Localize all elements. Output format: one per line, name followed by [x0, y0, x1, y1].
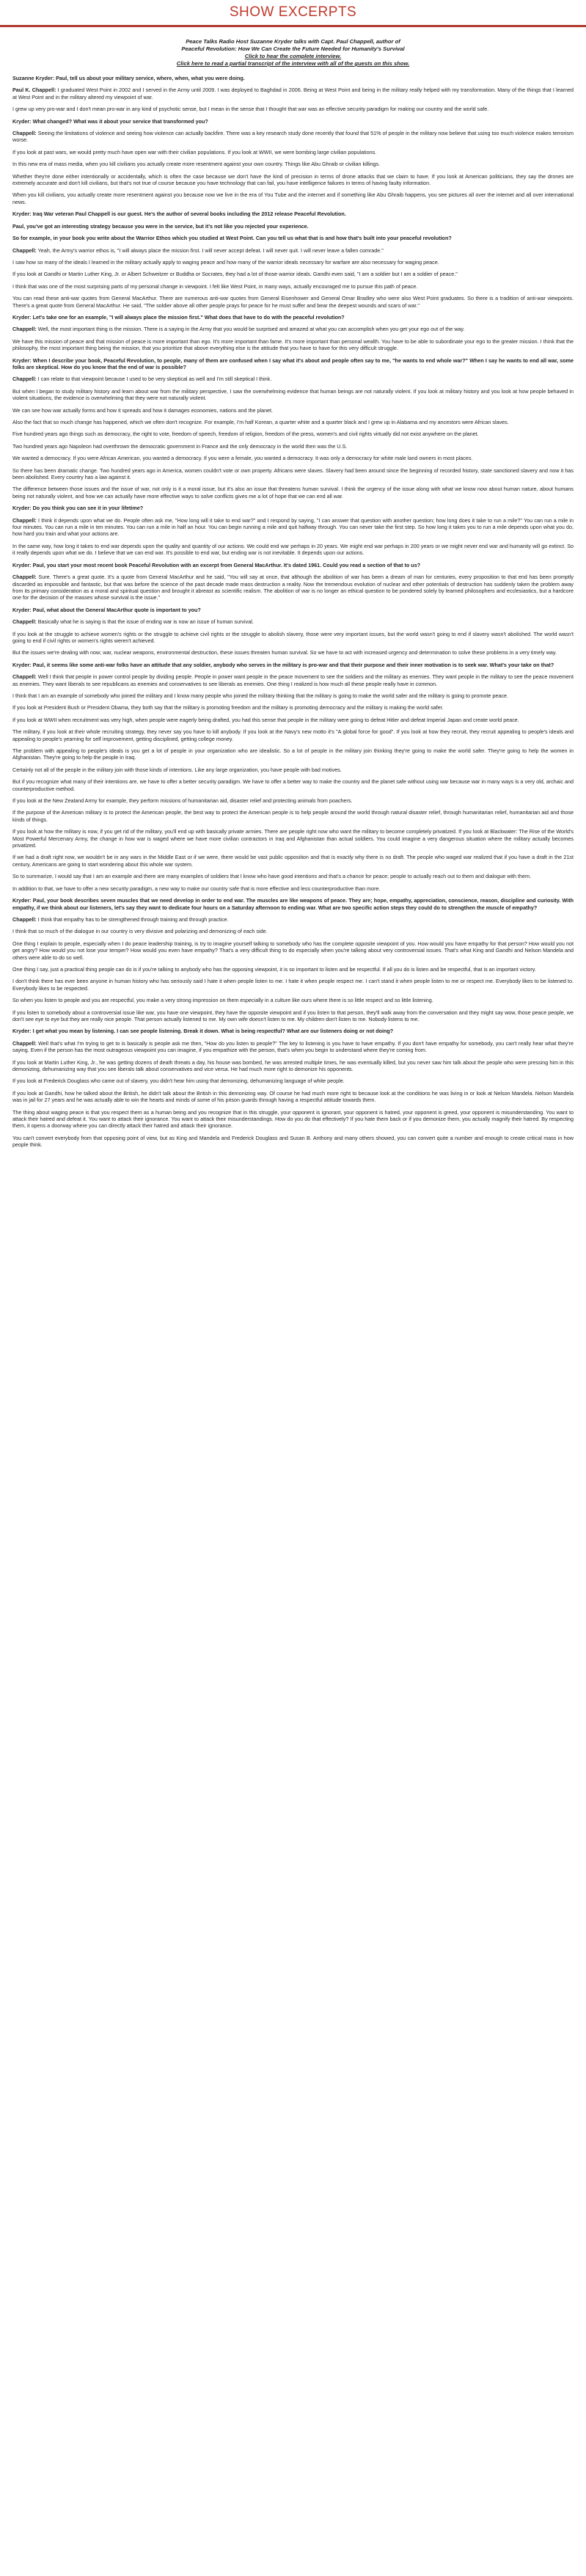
read-transcript-link[interactable]: Click here to read a partial transcript of the interview with all of the guests on this show. [176, 60, 410, 67]
paragraph-text: Paul, what about the General MacArthur quote is important to you? [32, 606, 201, 613]
answer-paragraph [12, 940, 574, 961]
paragraph-text: Iraq War veteran Paul Chappell is our guest. He's the author of several books including the 2012 release Peaceful Revolution. [32, 211, 346, 218]
answer-paragraph [12, 766, 574, 773]
speaker-label: Chappell: [12, 1039, 37, 1047]
interviewer-paragraph [12, 505, 574, 511]
answer-paragraph [12, 130, 574, 144]
paragraph-text: In addition to that, we have to offer a new security paradigm, a new way to make our country safe that is more effective and less counterproductive than more. [12, 885, 381, 892]
paragraph-text: Paul, tell us about your military service, where, when, what you were doing. [56, 75, 245, 81]
paragraph-text: If you look at Frederick Douglass who came out of slavery, you didn't hear him using that demonizing, dehumanizing language of white people. [12, 1077, 345, 1085]
answer-paragraph [12, 271, 574, 277]
page-title: SHOW EXCERPTS [229, 4, 357, 20]
speaker-label: Chappell: [12, 618, 37, 626]
answer-paragraph [12, 728, 574, 742]
paragraph-text: I graduated West Point in 2002 and I served in the Army until 2009. I was deployed to Baghdad in 2006. Being at West Point and being in the military really helped with my transformation. Many of the things that I learned at West Point and in the military altered my viewpoint of war. [12, 87, 574, 100]
answer-paragraph [12, 692, 574, 699]
paragraph-text: Five hundred years ago things such as democracy, the right to vote, freedom of speech, freedom of religion, freedom of the press, women's and civil rights virtually did not exist anywhere on the planet. [12, 431, 479, 438]
paragraph-text: I think that so much of the dialogue in our country is very divisive and polarizing and demonizing of each side. [12, 928, 268, 935]
answer-paragraph [12, 618, 574, 625]
answer-paragraph [12, 873, 574, 879]
speaker-label: Chappell: [12, 246, 37, 254]
answer-paragraph [12, 1090, 574, 1104]
speaker-label: Chappell: [12, 326, 37, 333]
paragraph-text: We can see how war actually forms and how it spreads and how it damages economies, nations and the planet. [12, 406, 274, 414]
paragraph-text: If you look at the New Zealand Army for example, they perform missions of humanitarian aid, disaster relief and protecting animals from poachers. [12, 797, 353, 805]
answer-paragraph [12, 966, 574, 973]
answer-paragraph [12, 376, 574, 382]
paragraph-text: In the same way, how long it takes to end war depends upon the quality and quantity of our actions. We could end war perhaps in 20 years. We might end war perhaps in 200 years or we might never end war and humanity will go extinct. So it really depends upon what we do. I believe that we can end war. It's possible to end war, but ending war is not inevitable. It depends upon our actions. [12, 542, 574, 557]
paragraph-text: Paul, it seems like some anti-war folks have an attitude that any soldier, anybody who serves in the military is pro-war and that their purpose and their inner motivation is to seek war. What's your take on that? [32, 661, 554, 668]
paragraph-text: I can relate to that viewpoint because I used to be very skeptical as well and I'm still skeptical I think. [37, 376, 272, 383]
transcript [12, 75, 574, 1149]
paragraph-text: Certainly not all of the people in the military join with those kinds of intentions. Like any large organization, you have people with bad motives. [12, 766, 342, 773]
paragraph-text: So there has been dramatic change. Two hundred years ago in America, women couldn't vote or own property. Africans were slaves. Slavery had been around since the beginning of recorded history, state sanctioned slavery and now it has been abolished. Every country has a law against it. [12, 466, 574, 481]
answer-paragraph [12, 978, 574, 992]
answer-paragraph [12, 747, 574, 761]
speaker-label: Chappell: [12, 915, 37, 923]
paragraph-text: If you look at how the military is now, if you get rid of the military, you'll end up with basically private armies. There are people right now who want the military to become completely privatized. If you look at Blackwater: The Rise of the World's Most Powerful Mercenary Army, the change in how war is waged where we have more civilian contractors in Iraq and Afghanistan than actual soldiers. You could imagine a very dangerous situation where the military actually becomes privatized. [12, 828, 574, 849]
answer-paragraph [12, 247, 574, 254]
paragraph-text: I don't think there has ever been anyone in human history who has seriously said I hate it when people listen to me. I hate it when people respect me. I can't stand it when people listen to me or respect me. Everybody likes to be listened to. Everybody likes to be respected. [12, 978, 574, 992]
paragraph-text: The problem with appealing to people's ideals is you get a lot of people in your organization who are idealistic. So a lot of people in the military join thinking they're going to make the world safer. They're going to help the women in Afghanistan. They're going to help the people in Iraq. [12, 747, 574, 761]
paragraph-text: I think that I am an example of somebody who joined the military and I know many people who joined the military thinking that the military is going to make the world safer and the military is going to promote peace. [12, 692, 508, 699]
paragraph-text: I grew up very pro-war and I don't mean pro-war in any kind of psychotic sense, but I mean in the sense that I thought that war was an effective security paradigm for making our country and the world safe. [12, 106, 489, 113]
intro-block [12, 38, 574, 67]
answer-paragraph [12, 486, 574, 500]
answer-paragraph [12, 161, 574, 167]
answer-paragraph [12, 854, 574, 868]
paragraph-text: Also the fact that so much change has happened, which we often don't recognize. For example, I'm half Korean, a quarter white and a quarter black and I grew up in Alabama and my ancestors were African slaves. [12, 419, 509, 425]
paragraph-text: If you look at the struggle to achieve women's rights or the struggle to achieve civil rights or the struggle to abolish slavery, those were very important issues, but the world wasn't going to end if slavery wasn't abolished. The world wasn't going to end if civil rights or women's rights weren't achieved. [12, 630, 574, 644]
answer-paragraph [12, 704, 574, 711]
paragraph-text: The difference between those issues and the issue of war, not only is it a moral issue, but it's also an issue that threatens human survival. I think the urgency of the issue along with what we know now about human nature, about humans being not naturally violent, and how we can actually have more effective ways to solve conflicts gives me a lot of hope that we can end all war. [12, 486, 574, 500]
paragraph-text: We have this mission of peace and that mission of peace is more important than ego. It's more important than fame. It's more important than personal wealth. You have to be able to subordinate your ego to the greater mission. I think that the philosophy, the most important thing being the mission, that you prioritize that above everything else is the attitude that you have to have for this very difficult struggle. [12, 337, 574, 352]
page-header [0, 0, 586, 27]
answer-paragraph [12, 916, 574, 923]
interviewer-paragraph [12, 562, 574, 568]
interviewer-paragraph [12, 607, 574, 613]
answer-paragraph [12, 809, 574, 823]
paragraph-text: Well, the most important thing is the mission. There is a saying in the Army that you would be surprised and amazed at what you can accomplish when you get your ego out of the way. [37, 326, 465, 333]
paragraph-text: I saw how so many of the ideals I learned in the military actually apply to waging peace and how many of the warrior ideals necessary for warfare are also necessary for waging peace. [12, 258, 439, 266]
paragraph-text: Two hundred years ago Napoleon had overthrown the democratic government in France and the only democracy in the world then was the U.S. [12, 442, 348, 450]
paragraph-text: If you look at Gandhi, how he talked about the British, he didn't talk about the British in this demonizing way. Of course he had much more right to because look at the conditions he was living in or look at Nelson Mandela. Nelson Mandela was in jail for 27 years and he was actually able to win the hearts and minds of some of his prison guards through having a respectful attitude towards them. [12, 1089, 574, 1104]
answer-paragraph [12, 543, 574, 557]
speaker-label: Kryder: [12, 211, 32, 218]
answer-paragraph [12, 431, 574, 437]
interviewer-paragraph [12, 223, 574, 230]
paragraph-text: But the issues we're dealing with now; war, nuclear weapons, environmental destruction, these issues threaten human survival. So we have to act with increased urgency and determination to solve these problems in a very timely way. [12, 649, 557, 656]
paragraph-text: The thing about waging peace is that you respect them as a human being and you recognize that in this struggle, your opponent is ignorant, your opponent is hatred, your opponent is greed, your opponent is misunderstanding. You want to attack their hatred and defeat it. You want to attack their ignorance. You want to attack their misunderstandings. How do you do that effectively? If you hate them back or if you demonize them, you actually magnify their hatred. By respecting them, it opens a doorway where you can directly attack their hatred and attack their ignorance. [12, 1108, 574, 1130]
answer-paragraph [12, 778, 574, 792]
answer-paragraph [12, 407, 574, 414]
interviewer-paragraph [12, 897, 574, 911]
speaker-label: Kryder: [12, 117, 32, 125]
paragraph-text: What changed? What was it about your service that transformed you? [32, 117, 208, 125]
paragraph-text: You can read these anti-war quotes from General MacArthur. There are numerous anti-war quotes from General Eisenhower and General Omar Bradley who were also West Point graduates. So there is a tradition of anti-war viewpoints. There's a great quote from General MacArthur. He said, "The soldier above all other people prays for peace for he must suffer and bear the deepest wounds and scars of war." [12, 295, 574, 309]
answer-paragraph [12, 295, 574, 309]
paragraph-text: I get what you mean by listening. I can see people listening. Break it down. What is being respectful? What are our listeners doing or not doing? [32, 1028, 394, 1035]
paragraph-text: I think it depends upon what we do. People often ask me, "How long will it take to end war?" and I respond by saying, "I can answer that question with another question; how long does it take to run a mile?" You can run a mile in four minutes. You can run a mile in ten minutes. You can run a mile in half an hour. You can begin running a mile and quit halfway through. You can never take the first step. So how long it takes you to run a mile depends upon what you do, how hard you train and what your actions are. [12, 516, 574, 538]
paragraph-text: One thing I say, just a practical thing people can do is if you're talking to anybody who has the opposing viewpoint, it is so important to listen and be respectful. If all you do is listen and be respectful, that is an important victory. [12, 965, 536, 973]
answer-paragraph [12, 1077, 574, 1084]
answer-paragraph [12, 1009, 574, 1023]
paragraph-text: One thing I explain to people, especially when I do peace leadership training, is try to imagine yourself talking to somebody who has the complete opposite viewpoint of you. How would you have empathy for that person? How would you not get angry? How would you not lose your temper? How would you even have empathy? That's a very difficult thing to do especially when you're talking about very controversial issues. That's what King and Gandhi and Nelson Mandela and others were able to do so well. [12, 940, 574, 961]
answer-paragraph [12, 106, 574, 112]
speaker-label: Chappell: [12, 673, 37, 681]
answer-paragraph [12, 1040, 574, 1054]
paragraph-text: So for example, in your book you write about the Warrior Ethos which you studied at West Point. Can you tell us what that is and how that's built into your peaceful revolution? [12, 235, 452, 242]
answer-paragraph [12, 1109, 574, 1130]
speaker-label: Kryder: [12, 505, 32, 512]
interviewer-paragraph [12, 662, 574, 668]
paragraph-text: But when I began to study military history and learn about war from the military perspective, I saw the overwhelming evidence that human beings are not naturally violent. If you look at military history and you look at how people behaved in violent situations, the evidence is overwhelming that they were not naturally violent. [12, 387, 574, 402]
answer-paragraph [12, 997, 574, 1003]
answer-paragraph [12, 191, 574, 205]
paragraph-text: Well I think that people in power control people by dividing people. People in power want people in the peace movement to see the soldiers and the military as enemies. They want people in the military to see the peace movement as enemies. They want liberals to see republicans as enemies and conservatives to see liberals as enemies. One thing I realized is how much all these people really have in common. [12, 673, 574, 687]
answer-paragraph [12, 467, 574, 481]
paragraph-text: Let's take one for an example, "I will always place the mission first." What does that have to do with the peaceful revolution? [32, 313, 345, 321]
interviewer-paragraph [12, 211, 574, 217]
paragraph-text: If you look at WWII when recruitment was very high, when people were eagerly being drafted, you had this sense that people in the military were going to defeat Hitler and defeat Imperial Japan and create world peace. [12, 716, 519, 723]
speaker-label: Suzanne Kryder: [12, 75, 55, 81]
interviewer-paragraph [12, 314, 574, 321]
paragraph-text: So when you listen to people and you are respectful, you make a very strong impression on them especially in a culture like ours where there is so little respect and so little listening. [12, 997, 433, 1004]
paragraph-text: We wanted a democracy. If you were African American, you wanted a democracy. If you were a female, you wanted a democracy. It was only a democracy for white male land owners in most places. [12, 455, 473, 462]
answer-paragraph [12, 443, 574, 450]
paragraph-text: If you look at President Bush or President Obama, they both say that the military is promoting freedom and the military is promoting democracy and the military is making the world safer. [12, 704, 444, 711]
answer-paragraph [12, 673, 574, 687]
answer-paragraph [12, 173, 574, 187]
answer-paragraph [12, 338, 574, 352]
paragraph-text: I think that was one of the most surprising parts of my personal change in viewpoint. I felt like West Point, in many ways, actually encouraged me to pursue this path of peace. [12, 282, 418, 290]
answer-paragraph [12, 828, 574, 849]
paragraph-text: If you look at Martin Luther King, Jr., he was getting dozens of death threats a day, his house was bombed, he was arrested multiple times, he was eventually killed, but you never saw him talk about the people who were pressing him in this demonizing, dehumanizing way that you see liberals talk about conservatives and vice versa. He had much more right to demonize his opponents. [12, 1058, 574, 1072]
paragraph-text: Sure. There's a great quote. It's a quote from General MacArthur and he said, "You will say at once, that although the abolition of war has been a dream of man for centuries, every proposition to that end has been promptly discarded as impossible and fantastic, but that was before the science of the past decade made mass destruction a reality. Now the tremendous evolution of nuclear and other potentials of destruction has suddenly taken the problem away from its primary consideration as a moral and spiritual question and brought it abreast as scientific realism. The abolition of war is no longer an ethical question to be pondered solely by learned philosophers and ecclesiastics, but a hardcore one for the decision of the masses whose survival is the issue." [12, 574, 574, 601]
paragraph-text: Basically what he is saying is that the issue of ending war is now an issue of human survival. [37, 618, 254, 626]
answer-paragraph [12, 631, 574, 645]
speaker-label: Chappell: [12, 574, 37, 581]
answer-paragraph [12, 885, 574, 892]
paragraph-text: If you listen to somebody about a controversial issue like war, you have one viewpoint, they have the opposite viewpoint and if you listen to that person, they'll walk away from the conversation and they might say wow, those peace people, we don't see eye to eye but they are really nice people. That person actually listened to me. My own wife doesn't listen to me. My children don't listen to me. Nobody listens to me. [12, 1009, 574, 1022]
paragraph-text: Do you think you can see it in your lifetime? [32, 505, 144, 512]
paragraph-text: When I describe your book, Peaceful Revolution, to people, many of them are confused when I say what it's about and people often say to me, "he wants to end whole war?" When I say he wants to end all war, some folks are skeptical. How do you know that the end of war is possible? [12, 356, 574, 370]
paragraph-text: Seeing the limitations of violence and seeing how violence can actually backfire. There was a key research study done recently that found that 51% of people in the military now believe that using too much violence makes terrorism worse. [12, 130, 574, 144]
paragraph-text: If the purpose of the American military is to protect the American people, the best way to protect the American people is to help people around the world through natural disaster relief, through humanitarian relief, humanitarian aid and those kinds of things. [12, 809, 574, 823]
paragraph-text: Whether they're done either intentionally or accidentally, which is often the case because we don't have the kind of precision in terms of drone attacks that we claim to have. If you look at American politicians, they say the drones are extremely accurate and don't kill civilians, but that's not true of course because you have technology that can fail, you have intelligence failures in terms of having faulty information. [12, 172, 574, 187]
answer-paragraph [12, 455, 574, 461]
paragraph-text: I think that empathy has to be strengthened through training and through practice. [37, 915, 229, 923]
answer-paragraph [12, 717, 574, 723]
interviewer-paragraph [12, 235, 574, 241]
article-body [12, 38, 574, 1154]
answer-paragraph [12, 419, 574, 425]
answer-paragraph [12, 1135, 574, 1149]
paragraph-text: If we had a draft right now, we wouldn't be in any wars in the Middle East or if we were, there would be vast public opposition and that is exactly why there is no draft. The people who waged war realized that if you have a draft in the 21st century, Americans are going to start wondering about this whole war system. [12, 854, 574, 868]
interviewer-paragraph [12, 75, 574, 81]
answer-paragraph [12, 797, 574, 804]
speaker-label: Chappell: [12, 376, 37, 383]
answer-paragraph [12, 1059, 574, 1073]
answer-paragraph [12, 87, 574, 100]
intro-line-2: Peaceful Revolution: How We Can Create the Future Needed for Humanity's Survival [181, 45, 405, 52]
speaker-label: Paul K. Chappell: [12, 87, 56, 94]
paragraph-text: You can't convert everybody from that opposing point of view, but as King and Mandela and Frederick Douglass and Susan B. Anthony and many others showed, you can convert quite a number and enough to create critical mass in how people think. [12, 1134, 574, 1149]
answer-paragraph [12, 388, 574, 402]
interviewer-paragraph [12, 1028, 574, 1034]
paragraph-text: But if you recognize what many of their intentions are, we have to offer a better security paradigm. We have to offer a better way to make the country and the planet safe without using war because war in many ways is a very old, archaic and counterproductive method. [12, 778, 574, 792]
paragraph-text: Paul, you've got an interesting strategy because you were in the service, but it's not like you rejected your experience. [12, 222, 309, 230]
answer-paragraph [12, 259, 574, 266]
paragraph-text: Well that's what I'm trying to get to is basically is people ask me then, "How do you listen to people?" The key to listening is you have to have empathy. If you don't have empathy for somebody, you can't really hear what they're saying. Even if the person has the most outrageous viewpoint you can imagine, if you empathize with the person, that's when you begin to understand where they're coming from. [12, 1039, 574, 1054]
answer-paragraph [12, 574, 574, 601]
speaker-label: Kryder: [12, 606, 32, 613]
interviewer-paragraph [12, 118, 574, 125]
speaker-label: Kryder: [12, 561, 32, 568]
speaker-label: Kryder: [12, 313, 32, 321]
answer-paragraph [12, 283, 574, 290]
intro-line-1: Peace Talks Radio Host Suzanne Kryder talks with Capt. Paul Chappell, author of [186, 38, 400, 45]
answer-paragraph [12, 928, 574, 934]
paragraph-text: When you kill civilians, you actually create more resentment against you because now we live in the era of You Tube and the internet and if something like Abu Ghraib happens, you see pictures all over the internet and all over international news. [12, 191, 574, 205]
paragraph-text: Paul, your book describes seven muscles that we need develop in order to end war. The muscles are like weapons of peace. They are; hope, empathy, appreciation, conscience, reason, discipline and curiosity. With empathy, if we think about our listeners, let's say they want to dedicate four hours on a Saturday afternoon to ending war. What are two specific action steps they could do to strengthen the muscle of empathy? [12, 897, 574, 911]
paragraph-text: Yeah, the Army's warrior ethos is, "I will always place the mission first. I will never accept defeat. I will never quit. I will never leave a fallen comrade." [37, 246, 384, 254]
answer-paragraph [12, 517, 574, 538]
answer-paragraph [12, 149, 574, 155]
speaker-label: Chappell: [12, 130, 37, 137]
speaker-label: Kryder: [12, 661, 32, 668]
answer-paragraph [12, 649, 574, 656]
paragraph-text: The military, if you look at their whole recruiting strategy, they never say you have to kill anybody. If you look at the Navy's new motto it's "A global force for good". If you look at how they recruit, they recruit appealing to people's ideals and appealing to people's yearning for self improvement, getting disciplined, getting college money. [12, 728, 574, 742]
speaker-label: Kryder: [12, 1028, 32, 1035]
answer-paragraph [12, 326, 574, 332]
speaker-label: Kryder: [12, 897, 32, 904]
speaker-label: Chappell: [12, 516, 37, 524]
interviewer-paragraph [12, 357, 574, 371]
paragraph-text: If you look at Gandhi or Martin Luther King, Jr. or Albert Schweitzer or Buddha or Socrates, they had a lot of those warrior ideals. Gandhi even said, "I am a soldier but I am a soldier of peace." [12, 271, 458, 278]
paragraph-text: So to summarize, I would say that I am an example and there are many examples of soldiers that I know who have good intentions and that's a chance for peace; people to actually reach out to them and dialogue with them. [12, 873, 531, 880]
speaker-label: Kryder: [12, 356, 32, 364]
paragraph-text: Paul, you start your most recent book Peaceful Revolution with an excerpt from General MacArthur. It's dated 1961. Could you read a section of that to us? [32, 561, 421, 568]
paragraph-text: If you look at past wars, we would pretty much have open war with their civilian populations. If you look at WWII, we were bombing large civilian populations. [12, 148, 377, 155]
paragraph-text: In this new era of mass media, when you kill civilians you actually create more resentment against your own country. Things like Abu Ghraib or civilian killings. [12, 161, 381, 168]
hear-interview-link[interactable]: Click to hear the complete interview. [244, 53, 342, 59]
